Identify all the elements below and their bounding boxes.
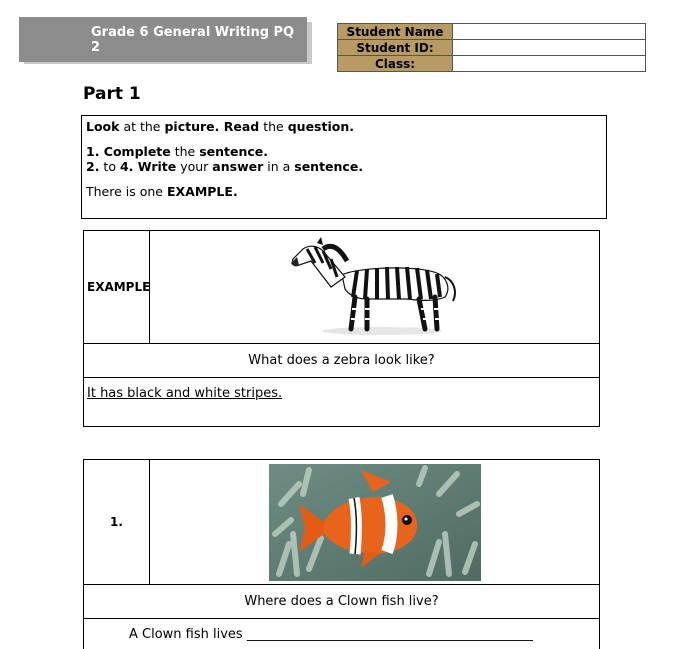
instruction-line-2: 1. Complete the sentence. bbox=[86, 144, 269, 159]
question-1-table bbox=[83, 459, 600, 649]
example-picture-row bbox=[84, 231, 599, 344]
instruction-line-3: 2. to 4. Write your answer in a sentence. bbox=[86, 159, 364, 174]
example-answer-row bbox=[84, 378, 599, 426]
example-question: What does a zebra look like? bbox=[84, 344, 599, 378]
question-1-answer-row bbox=[84, 619, 599, 649]
student-name-label: Student Name bbox=[338, 24, 453, 40]
class-field[interactable] bbox=[453, 56, 646, 72]
class-label: Class: bbox=[338, 56, 453, 72]
question-1-answer-blank[interactable]: ____________________________________________ bbox=[246, 627, 533, 642]
student-name-field[interactable] bbox=[453, 24, 646, 40]
worksheet-title: Grade 6 General Writing PQ 2 bbox=[91, 24, 295, 55]
example-table bbox=[83, 230, 600, 427]
part-title: Part 1 bbox=[83, 84, 141, 104]
student-id-field[interactable] bbox=[453, 40, 646, 56]
clownfish-image bbox=[269, 464, 481, 581]
instruction-line-1: Look at the picture. Read the question. bbox=[86, 119, 354, 134]
question-1-picture-row bbox=[84, 460, 599, 585]
zebra-image bbox=[287, 237, 462, 337]
zebra-picture bbox=[150, 231, 599, 343]
question-1-number: 1. bbox=[84, 460, 150, 584]
instruction-line-4: There is one EXAMPLE. bbox=[86, 184, 238, 199]
instructions-box bbox=[81, 115, 607, 219]
example-answer: It has black and white stripes. bbox=[87, 386, 283, 401]
student-id-label: Student ID: bbox=[338, 40, 453, 56]
worksheet-title-banner bbox=[19, 17, 307, 62]
example-label: EXAMPLE bbox=[84, 231, 150, 343]
question-1-prompt: A Clown fish lives bbox=[129, 627, 243, 642]
question-1-question: Where does a Clown fish live? bbox=[84, 585, 599, 619]
student-info-table bbox=[337, 23, 646, 72]
clownfish-picture bbox=[150, 460, 599, 584]
